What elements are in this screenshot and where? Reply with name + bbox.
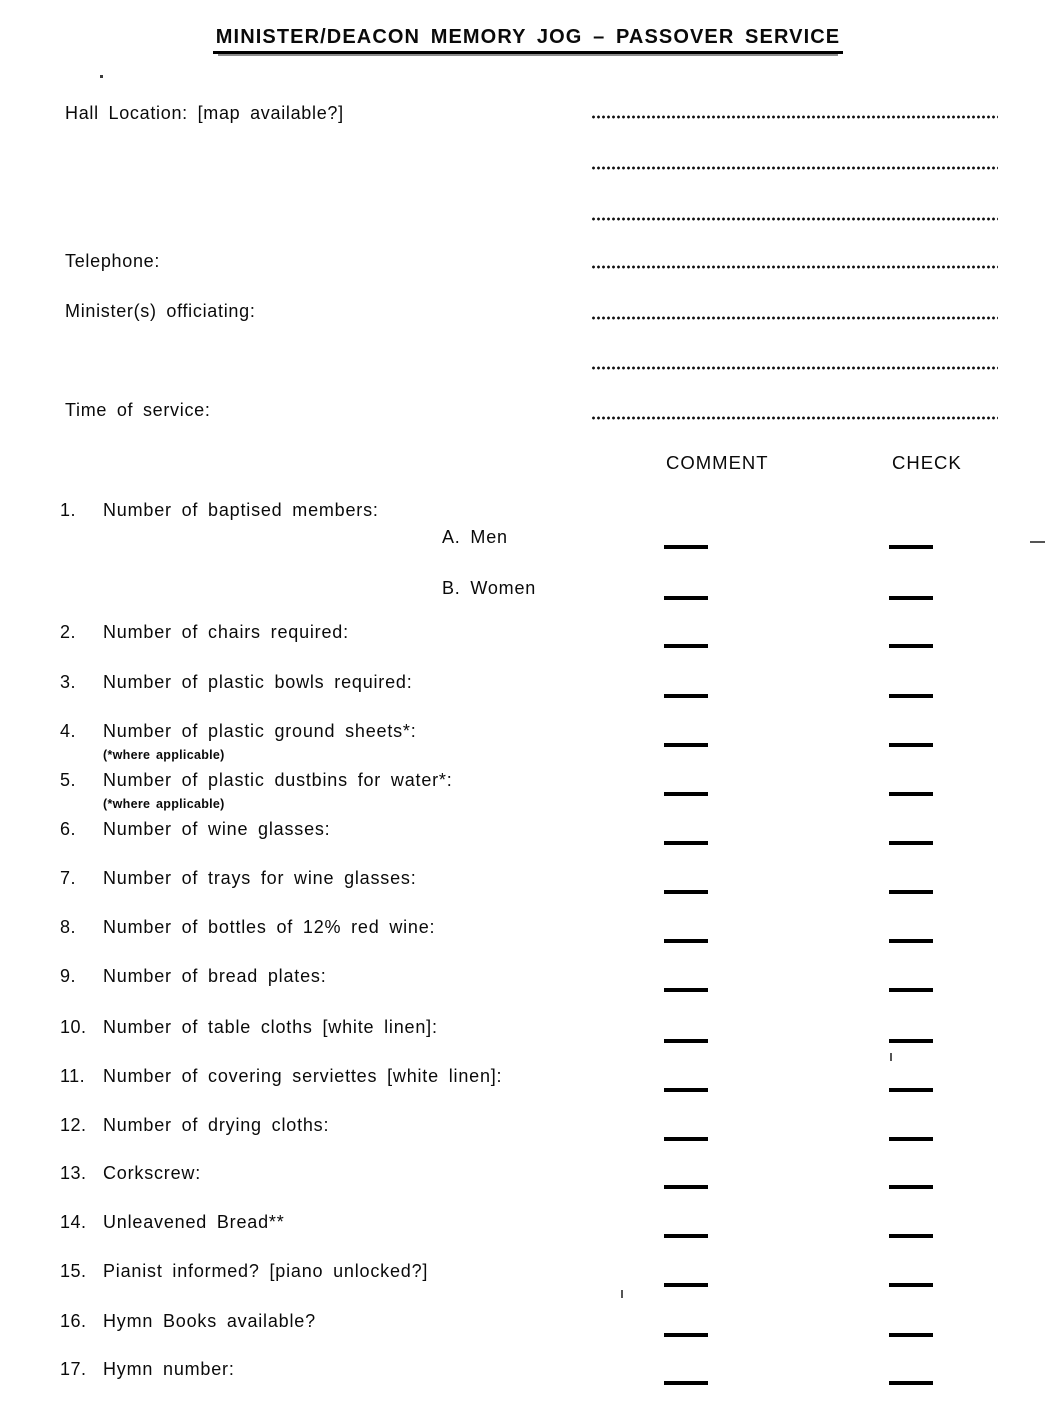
comment-write-line [664, 792, 708, 796]
comment-write-line [664, 841, 708, 845]
item-number: 11. [60, 1066, 86, 1086]
comment-write-line [664, 1234, 708, 1238]
checklist-item-15 [0, 1261, 1056, 1295]
scan-artifact [621, 1290, 623, 1298]
check-write-line [889, 545, 933, 549]
comment-write-line [664, 1137, 708, 1141]
comment-write-line [664, 545, 708, 549]
item-number: 13. [60, 1163, 87, 1183]
check-write-line [889, 1283, 933, 1287]
check-write-line [889, 792, 933, 796]
field-label-telephone: Telephone: [65, 251, 161, 271]
item-number: 7. [60, 868, 77, 888]
item-label: Number of covering serviettes [white linen]: [103, 1066, 503, 1086]
checklist-item-4 [0, 721, 1056, 762]
comment-write-line [664, 1185, 708, 1189]
check-write-line [889, 939, 933, 943]
check-write-line [889, 1185, 933, 1189]
write-line-time-of-service [592, 416, 998, 420]
checklist-item-3 [0, 672, 1056, 706]
checklist-item-10 [0, 1017, 1056, 1051]
field-label-hall-location: Hall Location: [map available?] [65, 103, 344, 123]
comment-write-line [664, 743, 708, 747]
checklist-item-6 [0, 819, 1056, 853]
sub-item-label: B. Women [442, 578, 537, 598]
item-note: (*where applicable) [103, 797, 225, 811]
write-line-hall-location-2 [592, 166, 998, 170]
checklist-item-9 [0, 966, 1056, 1000]
comment-write-line [664, 890, 708, 894]
checklist-item-5 [0, 770, 1056, 811]
field-label-time-of-service: Time of service: [65, 400, 211, 420]
item-label: Corkscrew: [103, 1163, 202, 1183]
item-label: Unleavened Bread** [103, 1212, 285, 1232]
checklist-item-16 [0, 1311, 1056, 1345]
item-number: 4. [60, 721, 77, 741]
scan-artifact [1030, 541, 1045, 543]
item-number: 14. [60, 1212, 87, 1232]
field-label-ministers-officiating: Minister(s) officiating: [65, 301, 256, 321]
checklist-item-14 [0, 1212, 1056, 1246]
item-number: 15. [60, 1261, 87, 1281]
item-label: Number of chairs required: [103, 622, 349, 642]
comment-write-line [664, 644, 708, 648]
item-number: 8. [60, 917, 77, 937]
item-label: Number of table cloths [white linen]: [103, 1017, 438, 1037]
check-write-line [889, 644, 933, 648]
item-number: 16. [60, 1311, 87, 1331]
comment-write-line [664, 1333, 708, 1337]
item-number: 17. [60, 1359, 87, 1379]
write-line-ministers-1 [592, 316, 998, 320]
check-write-line [889, 988, 933, 992]
item-number: 10. [60, 1017, 87, 1037]
item-label: Number of bread plates: [103, 966, 327, 986]
comment-write-line [664, 939, 708, 943]
document-title: MINISTER/DEACON MEMORY JOG – PASSOVER SERVICE [213, 26, 843, 54]
item-label: Number of plastic bowls required: [103, 672, 413, 692]
checklist-item-12 [0, 1115, 1056, 1149]
write-line-ministers-2 [592, 366, 998, 370]
check-write-line [889, 694, 933, 698]
check-write-line [889, 1234, 933, 1238]
check-write-line [889, 890, 933, 894]
checklist-item-2 [0, 622, 1056, 656]
item-label: Number of bottles of 12% red wine: [103, 917, 436, 937]
check-write-line [889, 596, 933, 600]
item-number: 12. [60, 1115, 87, 1135]
check-write-line [889, 1088, 933, 1092]
item-number: 2. [60, 622, 77, 642]
checklist-item-8 [0, 917, 1056, 951]
item-number: 6. [60, 819, 77, 839]
column-header-check: CHECK [892, 452, 962, 473]
comment-write-line [664, 1381, 708, 1385]
item-label: Number of baptised members: [103, 500, 379, 520]
item-number: 5. [60, 770, 77, 790]
comment-write-line [664, 1088, 708, 1092]
item-label: Number of drying cloths: [103, 1115, 330, 1135]
item-number: 9. [60, 966, 77, 986]
column-header-comment: COMMENT [666, 452, 769, 473]
item-label: Hymn Books available? [103, 1311, 316, 1331]
checklist-item-17 [0, 1359, 1056, 1393]
scan-artifact [890, 1053, 892, 1061]
check-write-line [889, 1137, 933, 1141]
check-write-line [889, 1039, 933, 1043]
item-number: 1. [60, 500, 77, 520]
checklist-item-13 [0, 1163, 1056, 1197]
checklist-item-1-sub-men [0, 527, 1056, 561]
item-label: Number of plastic dustbins for water*: [103, 770, 453, 790]
scan-artifact [100, 75, 103, 78]
item-label: Pianist informed? [piano unlocked?] [103, 1261, 429, 1281]
check-write-line [889, 1333, 933, 1337]
write-line-telephone [592, 265, 998, 269]
check-write-line [889, 1381, 933, 1385]
checklist-item-1-sub-women [0, 578, 1056, 612]
check-write-line [889, 743, 933, 747]
item-label: Number of trays for wine glasses: [103, 868, 417, 888]
item-number: 3. [60, 672, 77, 692]
sub-item-label: A. Men [442, 527, 508, 547]
check-write-line [889, 841, 933, 845]
comment-write-line [664, 1283, 708, 1287]
title-wrap [0, 26, 1056, 54]
item-note: (*where applicable) [103, 748, 225, 762]
comment-write-line [664, 596, 708, 600]
comment-write-line [664, 988, 708, 992]
item-label: Number of wine glasses: [103, 819, 331, 839]
write-line-hall-location-1 [592, 115, 998, 119]
checklist-item-11 [0, 1066, 1056, 1100]
item-label: Number of plastic ground sheets*: [103, 721, 417, 741]
write-line-hall-location-3 [592, 217, 998, 221]
comment-write-line [664, 694, 708, 698]
checklist-item-7 [0, 868, 1056, 902]
comment-write-line [664, 1039, 708, 1043]
item-label: Hymn number: [103, 1359, 235, 1379]
